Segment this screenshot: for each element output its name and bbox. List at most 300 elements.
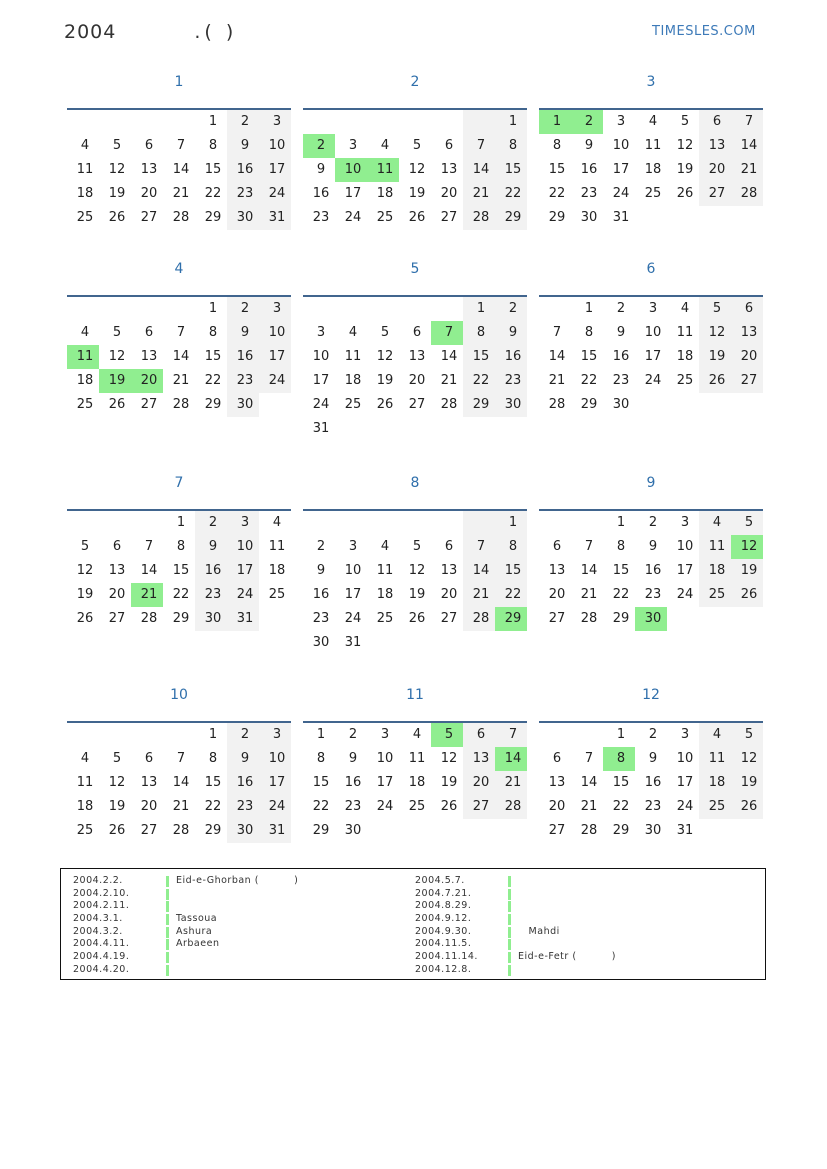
- day-cell: 3: [348, 138, 358, 153]
- week-row: [67, 795, 291, 819]
- week-row: [539, 819, 763, 843]
- day-cell: 29: [495, 206, 527, 230]
- day-cell: 26: [699, 369, 731, 393]
- day-cell: 29: [204, 210, 222, 225]
- holiday-name: Tassoua: [176, 913, 218, 925]
- day-cell: 10: [259, 747, 291, 771]
- month-name: 1: [174, 74, 184, 90]
- week-row: [67, 535, 291, 559]
- day-cell: 27: [140, 397, 158, 412]
- week-row: [303, 511, 527, 535]
- day-cell: 11: [408, 751, 426, 766]
- day-cell: 30: [344, 823, 362, 838]
- day-cell: 31: [676, 823, 694, 838]
- day-cell: 20: [463, 771, 495, 795]
- day-cell: 26: [376, 397, 394, 412]
- day-cell: 24: [259, 795, 291, 819]
- empty-day-cell: [699, 607, 731, 631]
- empty-day-cell: [495, 819, 527, 843]
- holiday-date: 2004.3.1.: [73, 913, 123, 925]
- day-cell: 1: [616, 727, 626, 742]
- day-cell: 7: [144, 539, 154, 554]
- day-cell: 7: [552, 325, 562, 340]
- holiday-date: 2004.11.5.: [415, 938, 472, 950]
- day-cell: 17: [344, 186, 362, 201]
- empty-day-cell: [303, 297, 335, 321]
- day-cell: 6: [112, 539, 122, 554]
- day-cell: 2: [316, 539, 326, 554]
- day-cell: 8: [208, 138, 218, 153]
- empty-day-cell: [367, 819, 399, 843]
- holiday-marker: [166, 965, 169, 976]
- day-cell: 12: [731, 747, 763, 771]
- day-cell: 9: [227, 321, 259, 345]
- day-cell: 25: [76, 823, 94, 838]
- day-cell: 11: [76, 775, 94, 790]
- day-cell: 4: [272, 515, 282, 530]
- day-cell: 6: [444, 539, 454, 554]
- week-row: [67, 607, 291, 631]
- day-cell: 3: [227, 511, 259, 535]
- day-cell: 5: [731, 511, 763, 535]
- holiday-marker: [166, 901, 169, 912]
- week-row: [67, 583, 291, 607]
- day-cell: 8: [495, 134, 527, 158]
- day-cell: 7: [731, 110, 763, 134]
- holiday-marker: [166, 914, 169, 925]
- day-cell: 22: [580, 373, 598, 388]
- empty-day-cell: [399, 297, 431, 321]
- day-cell: 3: [648, 301, 658, 316]
- holiday-day-cell: 2: [571, 110, 603, 134]
- empty-day-cell: [463, 819, 495, 843]
- day-cell: 26: [76, 611, 94, 626]
- day-cell: 9: [227, 747, 259, 771]
- day-cell: 24: [259, 369, 291, 393]
- empty-day-cell: [463, 511, 495, 535]
- empty-day-cell: [463, 110, 495, 134]
- day-cell: 29: [580, 397, 598, 412]
- day-cell: 1: [208, 727, 218, 742]
- month-grid: [539, 295, 763, 417]
- day-cell: 11: [676, 325, 694, 340]
- empty-day-cell: [539, 723, 571, 747]
- empty-day-cell: [399, 110, 431, 134]
- day-cell: 5: [412, 539, 422, 554]
- day-cell: 12: [408, 162, 426, 177]
- day-cell: 4: [699, 511, 731, 535]
- day-cell: 19: [108, 799, 126, 814]
- day-cell: 15: [495, 559, 527, 583]
- day-cell: 3: [680, 515, 690, 530]
- day-cell: 5: [412, 138, 422, 153]
- day-cell: 5: [680, 114, 690, 129]
- week-row: [539, 297, 763, 321]
- empty-day-cell: [67, 511, 99, 535]
- holiday-day-cell: 8: [603, 747, 635, 771]
- day-cell: 31: [259, 819, 291, 843]
- holiday-marker: [166, 952, 169, 963]
- holiday-day-cell: 5: [431, 723, 463, 747]
- day-cell: 21: [580, 587, 598, 602]
- day-cell: 15: [495, 158, 527, 182]
- day-cell: 13: [108, 563, 126, 578]
- week-row: [539, 559, 763, 583]
- day-cell: 26: [731, 795, 763, 819]
- day-cell: 23: [312, 210, 330, 225]
- day-cell: 28: [495, 795, 527, 819]
- day-cell: 31: [344, 635, 362, 650]
- day-cell: 1: [616, 515, 626, 530]
- day-cell: 29: [204, 397, 222, 412]
- empty-day-cell: [131, 723, 163, 747]
- month-grid: [67, 721, 291, 843]
- day-cell: 23: [227, 369, 259, 393]
- month-grid: [67, 295, 291, 417]
- holiday-day-cell: 19: [99, 369, 131, 393]
- day-cell: 18: [76, 373, 94, 388]
- day-cell: 4: [380, 539, 390, 554]
- day-cell: 10: [676, 751, 694, 766]
- day-cell: 27: [108, 611, 126, 626]
- day-cell: 24: [344, 611, 362, 626]
- week-row: [539, 393, 763, 417]
- page-title: [64, 21, 237, 43]
- week-row: [67, 345, 291, 369]
- day-cell: 20: [440, 587, 458, 602]
- day-cell: 22: [204, 373, 222, 388]
- day-cell: 23: [195, 583, 227, 607]
- week-row: [67, 182, 291, 206]
- day-cell: 14: [463, 559, 495, 583]
- day-cell: 22: [495, 583, 527, 607]
- day-cell: 12: [108, 162, 126, 177]
- day-cell: 19: [76, 587, 94, 602]
- day-cell: 23: [580, 186, 598, 201]
- month-grid: [303, 509, 527, 655]
- holiday-day-cell: 11: [67, 345, 99, 369]
- day-cell: 5: [80, 539, 90, 554]
- day-cell: 1: [316, 727, 326, 742]
- day-cell: 16: [580, 162, 598, 177]
- holiday-date: 2004.2.11.: [73, 900, 130, 912]
- empty-day-cell: [667, 206, 699, 230]
- day-cell: 31: [227, 607, 259, 631]
- day-cell: 16: [195, 559, 227, 583]
- day-cell: 1: [208, 114, 218, 129]
- day-cell: 20: [140, 186, 158, 201]
- week-row: [67, 771, 291, 795]
- day-cell: 2: [227, 723, 259, 747]
- day-cell: 16: [344, 775, 362, 790]
- day-cell: 8: [208, 325, 218, 340]
- day-cell: 12: [108, 775, 126, 790]
- day-cell: 16: [312, 587, 330, 602]
- empty-day-cell: [99, 723, 131, 747]
- day-cell: 2: [648, 515, 658, 530]
- day-cell: 17: [312, 373, 330, 388]
- day-cell: 31: [612, 210, 630, 225]
- day-cell: 10: [259, 321, 291, 345]
- holiday-day-cell: 2: [303, 134, 335, 158]
- week-row: [303, 535, 527, 559]
- empty-day-cell: [635, 206, 667, 230]
- empty-day-cell: [99, 511, 131, 535]
- day-cell: 6: [731, 297, 763, 321]
- empty-day-cell: [635, 393, 667, 417]
- week-row: [303, 393, 527, 417]
- holiday-day-cell: 11: [367, 158, 399, 182]
- empty-day-cell: [431, 631, 463, 655]
- week-row: [303, 345, 527, 369]
- month-name: 9: [646, 475, 656, 491]
- day-cell: 17: [676, 775, 694, 790]
- day-cell: 26: [440, 799, 458, 814]
- empty-day-cell: [571, 511, 603, 535]
- empty-day-cell: [699, 819, 731, 843]
- day-cell: 30: [495, 393, 527, 417]
- day-cell: 2: [616, 301, 626, 316]
- day-cell: 8: [176, 539, 186, 554]
- day-cell: 13: [731, 321, 763, 345]
- holiday-date: 2004.12.8.: [415, 963, 472, 975]
- day-cell: 27: [548, 823, 566, 838]
- day-cell: 17: [612, 162, 630, 177]
- day-cell: 5: [112, 138, 122, 153]
- day-cell: 27: [140, 210, 158, 225]
- day-cell: 6: [463, 723, 495, 747]
- day-cell: 29: [612, 611, 630, 626]
- day-cell: 4: [348, 325, 358, 340]
- day-cell: 16: [227, 345, 259, 369]
- day-cell: 24: [612, 186, 630, 201]
- day-cell: 12: [376, 349, 394, 364]
- day-cell: 20: [731, 345, 763, 369]
- day-cell: 5: [699, 297, 731, 321]
- day-cell: 27: [463, 795, 495, 819]
- day-cell: 2: [195, 511, 227, 535]
- day-cell: 9: [495, 321, 527, 345]
- holiday-marker: [508, 965, 511, 976]
- day-cell: 28: [731, 182, 763, 206]
- day-cell: 25: [699, 583, 731, 607]
- day-cell: 23: [344, 799, 362, 814]
- day-cell: 14: [580, 563, 598, 578]
- holiday-day-cell: 14: [495, 747, 527, 771]
- empty-day-cell: [259, 607, 291, 631]
- day-cell: 2: [227, 110, 259, 134]
- day-cell: 7: [584, 539, 594, 554]
- day-cell: 3: [616, 114, 626, 129]
- day-cell: 5: [731, 723, 763, 747]
- day-cell: 4: [699, 723, 731, 747]
- day-cell: 22: [495, 182, 527, 206]
- day-cell: 30: [644, 823, 662, 838]
- week-row: [303, 321, 527, 345]
- day-cell: 9: [227, 134, 259, 158]
- day-cell: 19: [731, 559, 763, 583]
- holiday-marker: [508, 901, 511, 912]
- day-cell: 30: [580, 210, 598, 225]
- day-cell: 11: [344, 349, 362, 364]
- empty-day-cell: [667, 607, 699, 631]
- week-row: [303, 819, 527, 843]
- day-cell: 23: [612, 373, 630, 388]
- day-cell: 11: [76, 162, 94, 177]
- empty-day-cell: [259, 393, 291, 417]
- day-cell: 25: [76, 210, 94, 225]
- week-row: [539, 206, 763, 230]
- month-name: 11: [406, 687, 424, 703]
- week-row: [303, 723, 527, 747]
- month-name: 7: [174, 475, 184, 491]
- holiday-date: 2004.9.30.: [415, 925, 472, 937]
- empty-day-cell: [539, 297, 571, 321]
- day-cell: 15: [548, 162, 566, 177]
- empty-day-cell: [463, 631, 495, 655]
- day-cell: 25: [699, 795, 731, 819]
- day-cell: 27: [731, 369, 763, 393]
- month-name: 8: [410, 475, 420, 491]
- week-row: [303, 369, 527, 393]
- day-cell: 19: [731, 771, 763, 795]
- day-cell: 18: [76, 186, 94, 201]
- day-cell: 19: [408, 186, 426, 201]
- day-cell: 16: [644, 775, 662, 790]
- day-cell: 13: [140, 349, 158, 364]
- holiday-marker: [508, 876, 511, 887]
- day-cell: 15: [204, 162, 222, 177]
- empty-day-cell: [731, 607, 763, 631]
- day-cell: 20: [140, 799, 158, 814]
- day-cell: 2: [348, 727, 358, 742]
- day-cell: 10: [312, 349, 330, 364]
- day-cell: 30: [312, 635, 330, 650]
- day-cell: 23: [227, 795, 259, 819]
- day-cell: 27: [440, 210, 458, 225]
- day-cell: 19: [376, 373, 394, 388]
- holiday-day-cell: 10: [335, 158, 367, 182]
- day-cell: 9: [648, 539, 658, 554]
- day-cell: 29: [463, 393, 495, 417]
- day-cell: 30: [195, 607, 227, 631]
- holiday-date: 2004.4.19.: [73, 951, 130, 963]
- day-cell: 30: [227, 206, 259, 230]
- day-cell: 1: [176, 515, 186, 530]
- day-cell: 17: [227, 559, 259, 583]
- site-logo-text[interactable]: TIMESLES.COM: [652, 24, 756, 39]
- day-cell: 26: [108, 397, 126, 412]
- holiday-date: 2004.4.11.: [73, 938, 130, 950]
- week-row: [67, 134, 291, 158]
- day-cell: 21: [172, 373, 190, 388]
- day-cell: 7: [495, 723, 527, 747]
- week-row: [303, 795, 527, 819]
- day-cell: 15: [312, 775, 330, 790]
- day-cell: 24: [376, 799, 394, 814]
- day-cell: 20: [108, 587, 126, 602]
- empty-day-cell: [335, 417, 367, 441]
- holiday-name: Ashura: [176, 925, 213, 937]
- week-row: [539, 607, 763, 631]
- week-row: [67, 110, 291, 134]
- day-cell: 28: [580, 823, 598, 838]
- day-cell: 30: [612, 397, 630, 412]
- month-grid: [539, 108, 763, 230]
- day-cell: 15: [463, 345, 495, 369]
- holiday-date: 2004.8.29.: [415, 900, 472, 912]
- day-cell: 25: [376, 611, 394, 626]
- day-cell: 8: [495, 535, 527, 559]
- week-row: [303, 182, 527, 206]
- month-name: 5: [410, 261, 420, 277]
- day-cell: 24: [312, 397, 330, 412]
- day-cell: 14: [463, 158, 495, 182]
- empty-day-cell: [163, 723, 195, 747]
- holiday-day-cell: 30: [635, 607, 667, 631]
- week-row: [539, 535, 763, 559]
- day-cell: 12: [676, 138, 694, 153]
- week-row: [539, 747, 763, 771]
- holiday-name: Eid-e-Ghorban ( ): [176, 875, 299, 886]
- day-cell: 13: [140, 775, 158, 790]
- day-cell: 26: [408, 210, 426, 225]
- week-row: [539, 771, 763, 795]
- day-cell: 24: [259, 182, 291, 206]
- empty-day-cell: [399, 631, 431, 655]
- day-cell: 19: [699, 345, 731, 369]
- day-cell: 27: [140, 823, 158, 838]
- empty-day-cell: [335, 297, 367, 321]
- day-cell: 6: [144, 325, 154, 340]
- week-row: [539, 511, 763, 535]
- day-cell: 30: [227, 819, 259, 843]
- day-cell: 25: [344, 397, 362, 412]
- day-cell: 7: [463, 134, 495, 158]
- empty-day-cell: [399, 511, 431, 535]
- empty-day-cell: [463, 417, 495, 441]
- week-row: [67, 511, 291, 535]
- day-cell: 11: [644, 138, 662, 153]
- empty-day-cell: [699, 206, 731, 230]
- day-cell: 14: [172, 162, 190, 177]
- day-cell: 9: [648, 751, 658, 766]
- empty-day-cell: [431, 110, 463, 134]
- day-cell: 17: [259, 771, 291, 795]
- empty-day-cell: [131, 297, 163, 321]
- week-row: [539, 369, 763, 393]
- day-cell: 2: [495, 297, 527, 321]
- empty-day-cell: [399, 417, 431, 441]
- day-cell: 6: [144, 138, 154, 153]
- day-cell: 10: [676, 539, 694, 554]
- day-cell: 18: [376, 186, 394, 201]
- day-cell: 29: [312, 823, 330, 838]
- day-cell: 12: [408, 563, 426, 578]
- day-cell: 7: [176, 751, 186, 766]
- day-cell: 15: [204, 775, 222, 790]
- day-cell: 9: [584, 138, 594, 153]
- day-cell: 18: [644, 162, 662, 177]
- day-cell: 4: [412, 727, 422, 742]
- week-row: [67, 158, 291, 182]
- holiday-date: 2004.7.21.: [415, 887, 472, 899]
- day-cell: 21: [172, 186, 190, 201]
- day-cell: 10: [644, 325, 662, 340]
- day-cell: 8: [316, 751, 326, 766]
- holiday-list: [60, 868, 766, 980]
- day-cell: 22: [612, 799, 630, 814]
